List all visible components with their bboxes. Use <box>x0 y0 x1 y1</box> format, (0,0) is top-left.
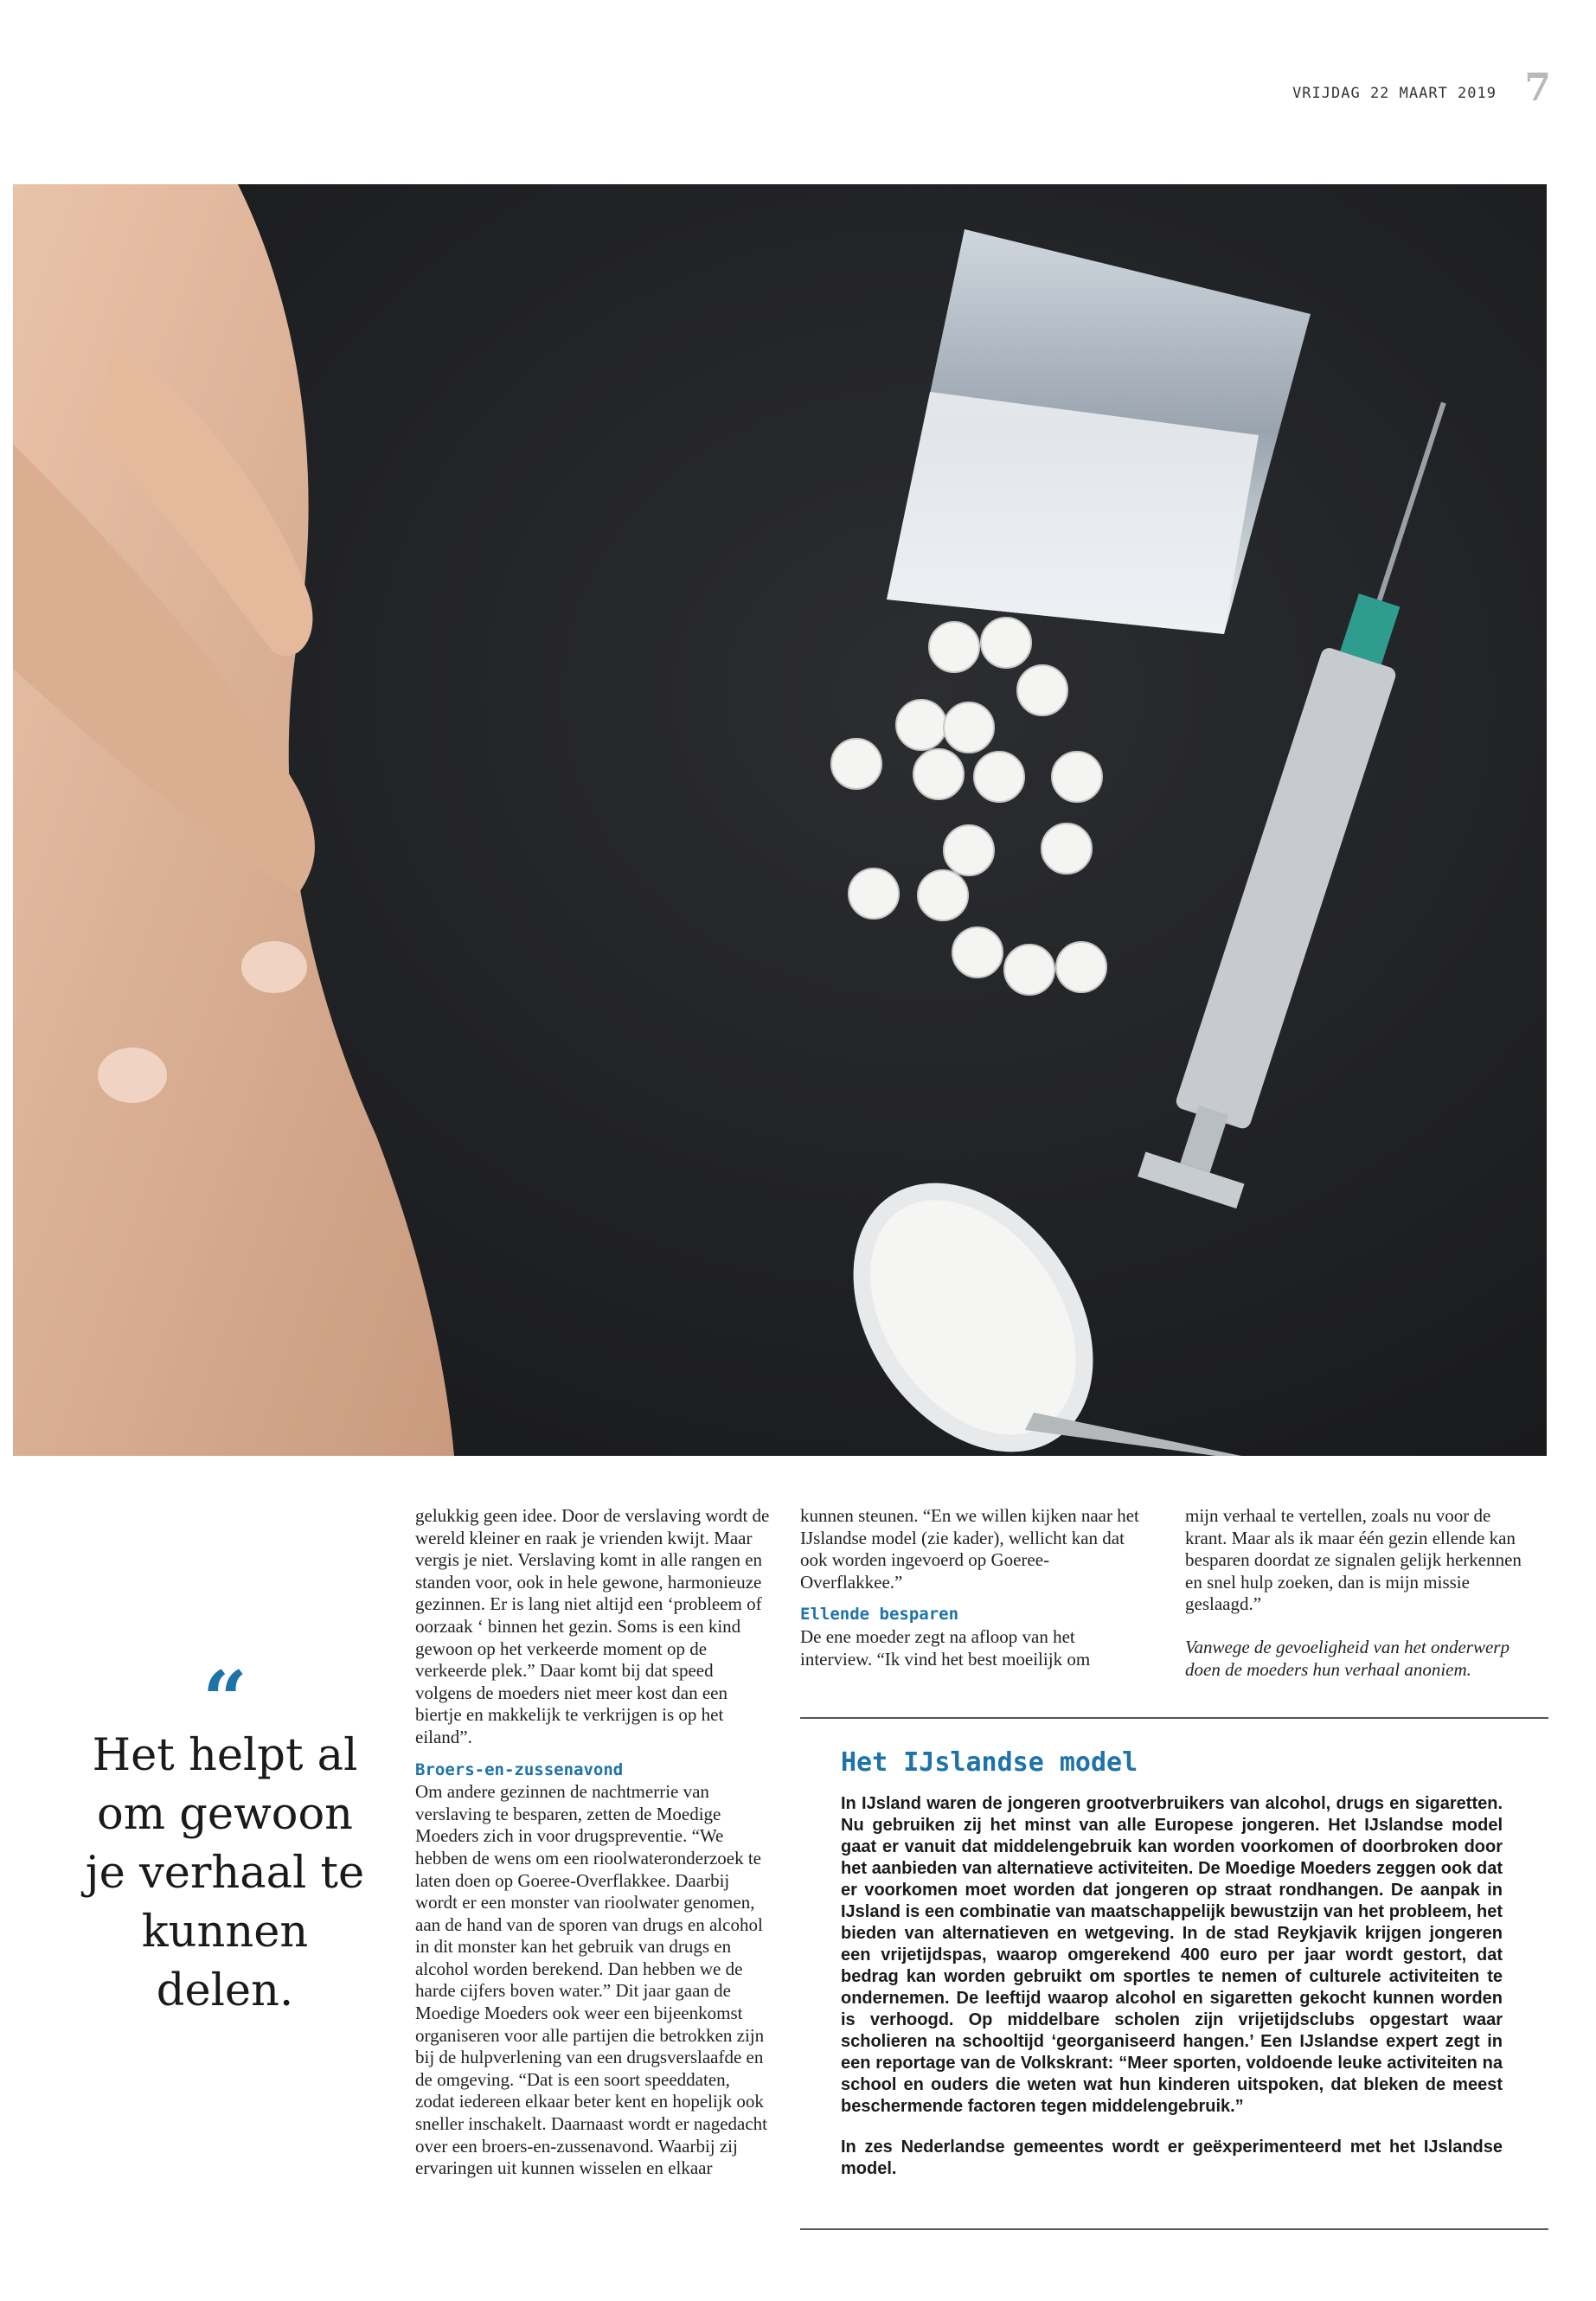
kader-title: Het IJslandse model <box>841 1747 1138 1778</box>
article-paragraph: Om andere gezinnen de nachtmerrie van verslaving te besparen, zetten de Moedige Moeders zich in voor drugspreventie. “We hebben de wens om een rioolwateronderzoek te laten doen op Goeree-Overflakkee. Daarbij wordt er een monster van rioolwater genomen, aan de hand van de sporen van drugs en alcohol in dit monster kan het gebruik van drugs en alcohol worden berekend. Dan hebben we de harde cijfers boven water.” Dit jaar gaan de Moedige Moeders ook weer een bijeenkomst organiseren voor alle partijen die betrokken zijn bij de hulpverlening van een drugsverslaafde en de omgeving. “Dat is een soort speeddaten, zodat iedereen elkaar beter kent en hopelijk ook sneller inschakelt. Daarnaast wordt er nagedacht over een broers-en-zussenavond. Waarbij zij ervaringen uit kunnen wisselen en elkaar <box>415 1781 767 2179</box>
page-number: 7 <box>1524 66 1551 110</box>
kader-bottom-rule <box>800 2228 1548 2230</box>
subheading-ellende-besparen: Ellende besparen <box>800 1605 959 1625</box>
photo-drugs-pills-syringe-icon <box>13 184 1547 1456</box>
article-paragraph: kunnen steunen. “En we willen kijken naar het IJslandse model (zie kader), wellicht kan dat ook worden ingevoerd op Goeree-Overflakkee.” <box>800 1505 1139 1593</box>
kader-paragraph: In zes Nederlandse gemeentes wordt er geëxperimenteerd met het IJslandse model. <box>841 2138 1503 2178</box>
article-paragraph: gelukkig geen idee. Door de verslaving wordt de wereld kleiner en raak je vrienden kwijt. Maar vergis je niet. Verslaving komt in alle rangen en standen voor, ook in hele gewone, harmonieuze gezinnen. Er is lang niet altijd een ‘probleem of oorzaak ‘ binnen het gezin. Soms is een kind gewoon op het verkeerde moment op de verkeerde plek.” Daar komt bij dat speed volgens de moeders niet meer kost dan een biertje en makkelijk te verkrijgen is op het eiland”. <box>415 1505 770 1747</box>
article-paragraph: De ene moeder zegt na afloop van het interview. “Ik vind het best moeilijk om <box>800 1625 1091 1670</box>
issue-date: VRIJDAG 22 MAART 2019 <box>1292 85 1497 102</box>
article-column-1 <box>415 1505 770 2180</box>
article-column-3 <box>1185 1505 1531 1681</box>
article-column-2 <box>800 1505 1151 1670</box>
pull-quote <box>82 1654 368 2021</box>
pull-quote-text: Het helpt al om gewoon je verhaal te kunnen delen. <box>85 1730 365 2016</box>
ijslandse-model-box <box>841 1747 1503 2180</box>
subheading-broers-en-zussenavond: Broers-en-zussenavond <box>415 1759 624 1779</box>
kader-top-rule <box>800 1717 1548 1719</box>
quote-mark-icon: “ <box>202 1654 247 1746</box>
article-paragraph: mijn verhaal te vertellen, zoals nu voor de krant. Maar als ik maar één gezin ellende kan besparen doordat ze signalen gelijk herkennen en snel hulp zoeken, dan is mijn missie geslaagd.” <box>1185 1505 1522 1615</box>
anonymity-note: Vanwege de gevoeligheid van het onderwerp doen de moeders hun verhaal anoniem. <box>1185 1636 1509 1680</box>
photo-illustration <box>13 184 1547 1456</box>
kader-paragraph: In IJsland waren de jongeren grootverbruikers van alcohol, drugs en sigaretten. Nu gebruiken zij het minst van alle Europese jongeren. Het IJslandse model gaat er vanuit dat middelengebruik kan worden voorkomen of doorbroken door het aanbieden van alternatieve activiteiten. De Moedige Moeders zeggen ook dat er voorkomen moet worden dat jongeren op straat rondhangen. De aanpak in IJsland is een combinatie van maatschappelijk bewustzijn van het probleem, het bieden van alternatieven en wetgeving. In de stad Reykjavik krijgen jongeren een vrijetijdspas, waarop omgerekend 400 euro per jaar wordt gestort, dat bedrag kan worden gebruikt om sportles te nemen of culturele activiteiten te ondernemen. De leeftijd waarop alcohol en sigaretten gekocht kunnen worden is verhoogd. Op middelbare scholen zijn vrijetijdsclubs opgestart waar scholieren na schooltijd ‘georganiseerd hangen.’ Een IJslandse expert zegt in een reportage van de Volkskrant: “Meer sporten, voldoende leuke activiteiten na school en ouders die weten wat hun kinderen uitspoken, dat bleken de meest beschermende factoren tegen middelengebruik.” <box>841 1794 1503 2116</box>
